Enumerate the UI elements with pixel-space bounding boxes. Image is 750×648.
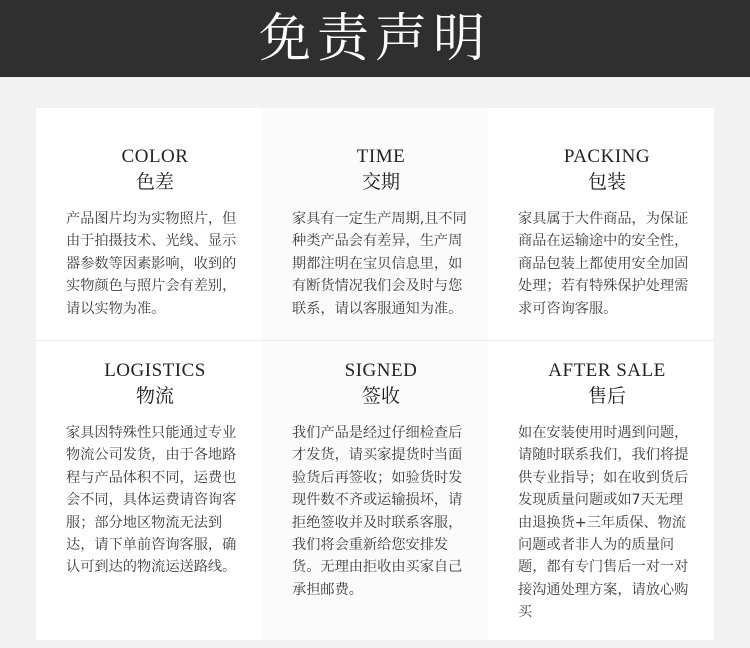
- section-text: 如在安装使用时遇到问题，请随时联系我们，我们将提供专业指导；如在收到货后发现质量问题或如7天无理由退换货+三年质保、物流问题或者非人为的质量问题，都有专门售后一对一对接沟通处理方案，请放心购买: [518, 425, 689, 621]
- row-divider: [36, 340, 714, 341]
- section-title-zh: 物流: [135, 385, 174, 407]
- section-color: [36, 108, 262, 340]
- section-signed: [262, 340, 488, 640]
- section-text: 产品图片均为实物照片，但由于拍摄技术、光线、显示器参数等因素影响，收到的实物颜色与照片会有差别，请以实物为准。: [66, 211, 237, 317]
- section-time: [262, 108, 488, 340]
- section-title-zh: 包装: [587, 171, 626, 193]
- section-title-zh: 签收: [361, 385, 400, 407]
- section-title-en: LOGISTICS: [104, 360, 206, 381]
- section-title-zh: 售后: [587, 385, 626, 407]
- disclaimer-grid: [36, 108, 714, 640]
- section-logistics: [36, 340, 262, 640]
- page-title: 免责声明: [258, 8, 491, 69]
- section-title-en: AFTER SALE: [548, 360, 666, 381]
- section-title-en: COLOR: [121, 146, 189, 167]
- section-title-en: TIME: [356, 146, 406, 167]
- section-title-zh: 交期: [361, 171, 400, 193]
- section-title-en: SIGNED: [344, 360, 418, 381]
- section-title-en: PACKING: [563, 146, 651, 167]
- header-banner: [0, 0, 750, 77]
- section-title-zh: 色差: [135, 171, 174, 193]
- section-after-sale: [488, 340, 714, 640]
- section-packing: [488, 108, 714, 340]
- section-text: 家具属于大件商品，为保证商品在运输途中的安全性，商品包装上都使用安全加固处理；若有特殊保护处理需求可咨询客服。: [518, 211, 689, 317]
- section-text: 家具因特殊性只能通过专业物流公司发货，由于各地路程与产品体积不同，运费也会不同，具体运费请咨询客服；部分地区物流无法到达，请下单前咨询客服，确认可到达的物流运送路线。: [66, 425, 237, 576]
- section-text: 我们产品是经过仔细检查后才发货，请买家提货时当面验货后再签收；如验货时发现件数不齐或运输损坏，请拒绝签收并及时联系客服，我们将会重新给您安排发货。无理由拒收由买家自己承担邮费。: [292, 425, 463, 598]
- section-text: 家具有一定生产周期,且不同种类产品会有差异，生产周期都注明在宝贝信息里，如有断货情况我们会及时与您联系，请以客服通知为准。: [292, 211, 467, 317]
